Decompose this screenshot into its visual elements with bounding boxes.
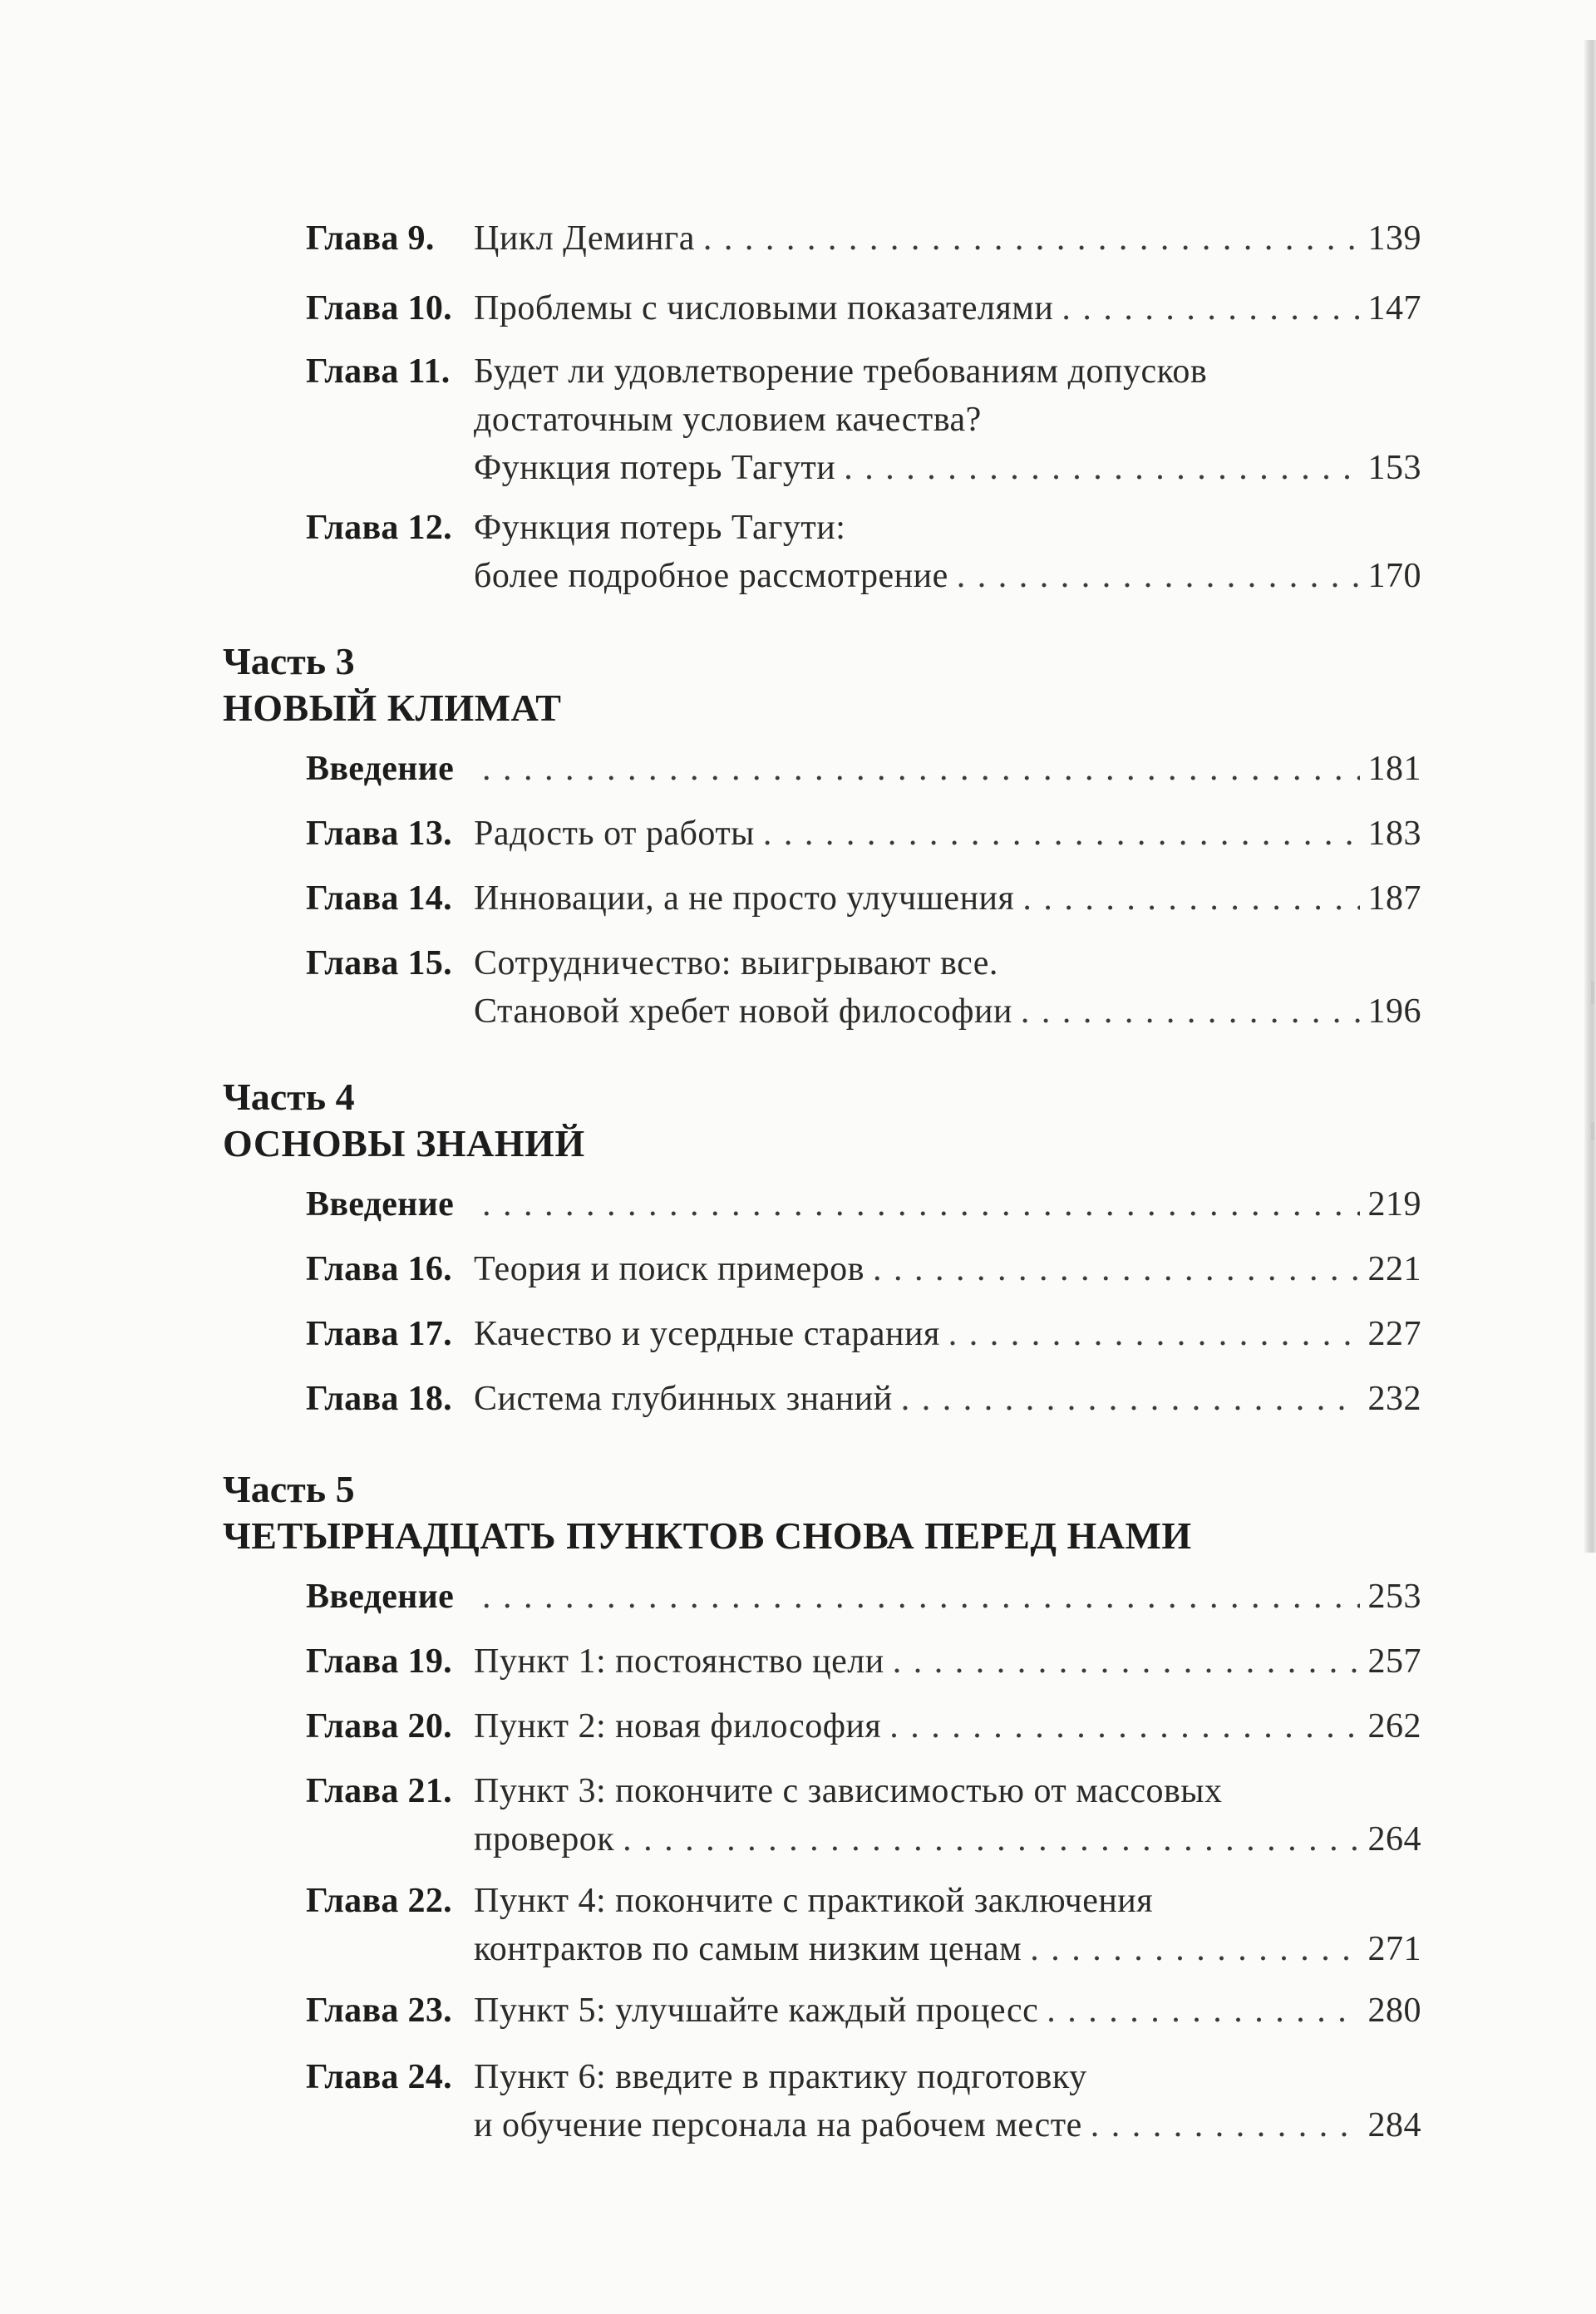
entry-title-line <box>474 284 1421 332</box>
entry-title-text: Цикл Деминга <box>474 219 695 258</box>
entry-title-line <box>474 552 1421 600</box>
page-number: 284 <box>1367 2106 1421 2144</box>
page-number: 221 <box>1367 1250 1421 1288</box>
entry-title-text: Качество и усердные старания <box>474 1315 940 1353</box>
dot-leader <box>844 444 1359 492</box>
dot-leader <box>1062 284 1359 332</box>
part-title: ЧЕТЫРНАДЦАТЬ ПУНКТОВ СНОВА ПЕРЕД НАМИ <box>223 1514 1192 1557</box>
entry-title-line <box>474 214 1421 263</box>
entry-title <box>474 284 1421 332</box>
entry-title-line <box>474 810 1421 858</box>
entry-title <box>474 347 1421 492</box>
entry-title-line <box>474 1637 1421 1686</box>
dot-leader <box>1030 1925 1359 1973</box>
entry-title <box>474 745 1421 793</box>
dot-leader <box>763 810 1360 858</box>
entry-title-line <box>474 1180 1421 1228</box>
entry-label: Глава 22. <box>306 1882 452 1920</box>
toc-entry[interactable] <box>306 1310 1421 1358</box>
toc-entry[interactable] <box>306 504 1421 600</box>
dot-leader <box>482 745 1360 793</box>
entry-label: Глава 19. <box>306 1642 452 1681</box>
entry-title-text: более подробное рассмотрение <box>474 557 948 595</box>
entry-label: Введение <box>306 1185 455 1223</box>
dot-leader <box>1047 1987 1359 2035</box>
entry-title-text: контрактов по самым низким ценам <box>474 1930 1022 1968</box>
page-number: 219 <box>1367 1185 1421 1223</box>
entry-title-text: Функция потерь Тагути <box>474 449 836 487</box>
dot-leader <box>482 1180 1360 1228</box>
toc-entry[interactable] <box>306 2053 1421 2149</box>
entry-title <box>474 1180 1421 1228</box>
entry-title <box>474 1573 1421 1621</box>
entry-title-line <box>474 1925 1421 1973</box>
entry-title-text: и обучение персонала на рабочем месте <box>474 2106 1082 2144</box>
entry-title-line <box>474 874 1421 923</box>
entry-title-line <box>474 2101 1421 2149</box>
page-number: 147 <box>1367 289 1421 327</box>
entry-title-line: Пункт 4: покончите с практикой заключения <box>474 1882 1154 1920</box>
toc-entry[interactable] <box>306 214 1421 263</box>
entry-title <box>474 2053 1421 2149</box>
toc-entry[interactable] <box>306 1180 1421 1228</box>
page-number: 232 <box>1367 1380 1421 1418</box>
entry-title <box>474 1877 1421 1973</box>
dot-leader <box>482 1573 1360 1621</box>
toc-entry[interactable] <box>306 1877 1421 1973</box>
entry-label: Глава 9. <box>306 219 435 258</box>
dot-leader <box>873 1245 1360 1293</box>
page-number: 187 <box>1367 879 1421 918</box>
page-number: 181 <box>1367 750 1421 788</box>
part-number: Часть 3 <box>223 640 355 682</box>
entry-label: Глава 24. <box>306 2058 452 2096</box>
entry-title-line: Пункт 6: введите в практику подготовку <box>474 2058 1087 2096</box>
part-number: Часть 5 <box>223 1468 355 1510</box>
dot-leader <box>889 1702 1359 1750</box>
page-number: 153 <box>1367 449 1421 487</box>
entry-title-text: Система глубинных знаний <box>474 1380 893 1418</box>
toc-entry[interactable] <box>306 347 1421 492</box>
dot-leader <box>1091 2101 1360 2149</box>
dot-leader <box>623 1815 1359 1864</box>
entry-title-line <box>474 1245 1421 1293</box>
entry-title-line <box>474 444 1421 492</box>
page-edge-shadow <box>1584 40 1596 1553</box>
entry-title-line: достаточным условием качества? <box>474 401 982 439</box>
entry-label: Глава 12. <box>306 509 452 547</box>
page-number: 264 <box>1367 1820 1421 1859</box>
page-number: 227 <box>1367 1315 1421 1353</box>
dot-leader <box>893 1637 1360 1686</box>
entry-title-line: Пункт 3: покончите с зависимостью от массовых <box>474 1772 1223 1810</box>
entry-title <box>474 1375 1421 1423</box>
page-number: 253 <box>1367 1578 1421 1616</box>
toc-entry[interactable] <box>306 1637 1421 1686</box>
entry-title <box>474 1245 1421 1293</box>
toc-entry[interactable] <box>306 874 1421 923</box>
toc-entry[interactable] <box>306 1245 1421 1293</box>
part-title: НОВЫЙ КЛИМАТ <box>223 687 562 729</box>
page-number: 257 <box>1367 1642 1421 1681</box>
dot-leader <box>703 214 1360 263</box>
entry-title-text: Пункт 5: улучшайте каждый процесс <box>474 1992 1039 2030</box>
scan-mark <box>1591 1122 1594 1140</box>
page-number: 271 <box>1367 1930 1421 1968</box>
entry-title-text: проверок <box>474 1820 615 1859</box>
toc-entry[interactable] <box>306 1702 1421 1750</box>
entry-title-line <box>474 1702 1421 1750</box>
toc-entry[interactable] <box>306 284 1421 332</box>
entry-label: Глава 16. <box>306 1250 452 1288</box>
entry-label: Глава 23. <box>306 1992 452 2030</box>
entry-title <box>474 504 1421 600</box>
page-number: 170 <box>1367 557 1421 595</box>
entry-title-line <box>474 1815 1421 1864</box>
toc-entry[interactable] <box>306 810 1421 858</box>
entry-title <box>474 1987 1421 2035</box>
dot-leader <box>957 552 1360 600</box>
page-number: 262 <box>1367 1707 1421 1745</box>
entry-title <box>474 874 1421 923</box>
entry-label: Глава 14. <box>306 879 452 918</box>
part-title: ОСНОВЫ ЗНАНИЙ <box>223 1122 585 1164</box>
page-number: 139 <box>1367 219 1421 258</box>
entry-title-line <box>474 987 1421 1036</box>
dot-leader <box>948 1310 1360 1358</box>
toc-entry[interactable] <box>306 745 1421 793</box>
entry-title <box>474 214 1421 263</box>
entry-label: Глава 17. <box>306 1315 452 1353</box>
dot-leader <box>1021 987 1360 1036</box>
entry-title-line <box>474 1573 1421 1621</box>
entry-label: Глава 15. <box>306 944 452 982</box>
entry-label: Глава 21. <box>306 1772 452 1810</box>
entry-title-line: Сотрудничество: выигрывают все. <box>474 944 998 982</box>
entry-title-line <box>474 1987 1421 2035</box>
page-number: 280 <box>1367 1992 1421 2030</box>
entry-title <box>474 939 1421 1036</box>
entry-title <box>474 1310 1421 1358</box>
scan-mark <box>1591 981 1594 1004</box>
toc-entry[interactable] <box>306 1573 1421 1621</box>
entry-title <box>474 1702 1421 1750</box>
page-number: 196 <box>1367 992 1421 1031</box>
entry-title-line <box>474 1310 1421 1358</box>
entry-label: Введение <box>306 750 455 788</box>
dot-leader <box>901 1375 1360 1423</box>
entry-label: Глава 18. <box>306 1380 452 1418</box>
entry-title-text: Пункт 2: новая философия <box>474 1707 882 1745</box>
entry-label: Глава 20. <box>306 1707 452 1745</box>
entry-title <box>474 810 1421 858</box>
entry-title-line: Будет ли удовлетворение требованиям допусков <box>474 352 1208 391</box>
entry-title-text: Инновации, а не просто улучшения <box>474 879 1015 918</box>
entry-title-line <box>474 745 1421 793</box>
entry-label: Глава 10. <box>306 289 452 327</box>
entry-label: Введение <box>306 1578 455 1616</box>
entry-title-text: Становой хребет новой философии <box>474 992 1012 1031</box>
entry-title-line <box>474 1375 1421 1423</box>
entry-label: Глава 13. <box>306 815 452 853</box>
toc-entry[interactable] <box>306 939 1421 1036</box>
page-number: 183 <box>1367 815 1421 853</box>
entry-title-line: Функция потерь Тагути: <box>474 509 846 547</box>
entry-title-text: Проблемы с числовыми показателями <box>474 289 1054 327</box>
entry-label: Глава 11. <box>306 352 451 391</box>
part-number: Часть 4 <box>223 1076 355 1118</box>
entry-title-text: Теория и поиск примеров <box>474 1250 864 1288</box>
dot-leader <box>1022 874 1359 923</box>
toc-entry[interactable] <box>306 1375 1421 1423</box>
entry-title <box>474 1767 1421 1864</box>
entry-title <box>474 1637 1421 1686</box>
toc-entry[interactable] <box>306 1987 1421 2035</box>
entry-title-text: Радость от работы <box>474 815 755 853</box>
entry-title-text: Пункт 1: постоянство цели <box>474 1642 884 1681</box>
toc-entry[interactable] <box>306 1767 1421 1864</box>
